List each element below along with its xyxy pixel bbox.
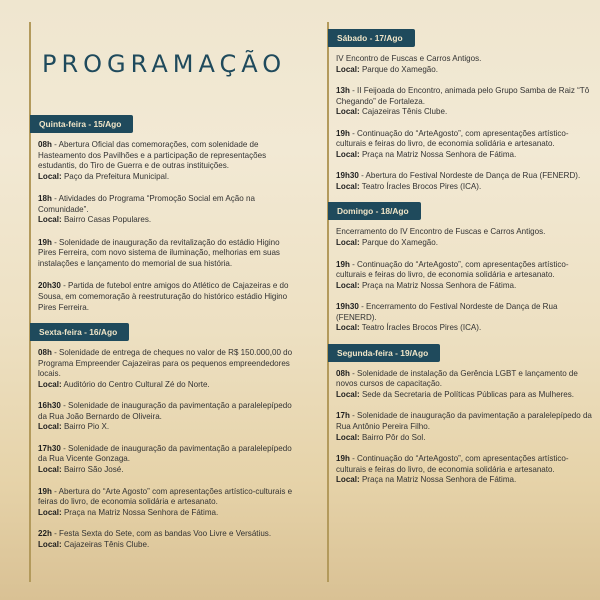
location-label: Local: <box>336 475 360 485</box>
event-item <box>38 238 294 270</box>
event-description: - Solenidade de inauguração da pavimentação a paralelepípedo da Rua João Bernardo de Oliveira. <box>38 401 292 421</box>
event-location: Auditório do Centro Cultural Zé do Norte. <box>61 379 210 389</box>
event-list <box>328 54 596 192</box>
event-time: 13h <box>336 86 350 96</box>
event-time: 08h <box>38 348 52 358</box>
event-item <box>38 140 294 182</box>
event-description: - Continuação do “ArteAgosto”, com apresentações artístico-culturais e feiras do livro, de economia solidária e artesanato. <box>336 259 569 280</box>
event-description: - II Feijoada do Encontro, animada pelo Grupo Samba de Raiz “Tô Chegando” de Fortaleza. <box>336 86 590 106</box>
event-item <box>336 86 592 118</box>
day-block <box>328 201 596 333</box>
location-label: Local: <box>38 507 62 517</box>
event-item <box>336 302 592 334</box>
event-item <box>336 369 592 401</box>
event-location: Praça na Matriz Nossa Senhora de Fátima. <box>359 475 517 485</box>
event-item <box>336 129 592 161</box>
event-item <box>336 411 592 443</box>
event-time: 19h30 <box>336 171 359 181</box>
event-item <box>38 444 294 476</box>
event-item <box>336 227 592 248</box>
event-item <box>336 260 592 292</box>
event-location: Praça na Matriz Nossa Senhora de Fátima. <box>359 280 517 290</box>
event-description: - Festa Sexta do Sete, com as bandas Voo Livre e Versátius. <box>51 529 272 539</box>
event-time: 20h30 <box>38 281 61 291</box>
event-location: Paço da Prefeitura Municipal. <box>61 171 170 181</box>
event-list <box>30 348 298 550</box>
event-item <box>38 348 294 390</box>
day-badge: Sábado - 17/Ago <box>328 29 415 47</box>
event-list <box>328 227 596 333</box>
event-location: Bairro Pôr do Sol. <box>359 432 426 442</box>
page-title: PROGRAMAÇÃO <box>42 50 287 78</box>
day-badge: Segunda-feira - 19/Ago <box>328 344 440 362</box>
event-item <box>38 487 294 519</box>
location-label: Local: <box>336 238 360 248</box>
location-label: Local: <box>38 171 62 181</box>
event-time: 19h <box>336 128 350 138</box>
event-time: 08h <box>38 140 52 149</box>
event-description: - Abertura do Festival Nordeste de Dança de Rua (FENERD). <box>358 171 581 181</box>
event-description: - Continuação do “ArteAgosto”, com apresentações artístico-culturais e feiras do livro, de economia solidária e artesanato. <box>336 454 569 474</box>
event-location: Cajazeiras Tênis Clube. <box>359 107 448 117</box>
event-time: 18h <box>38 194 52 204</box>
event-list <box>30 140 298 313</box>
event-description: - Encerramento do Festival Nordeste de Dança de Rua (FENERD). <box>336 302 558 322</box>
event-location: Praça na Matriz Nossa Senhora de Fátima. <box>359 149 517 159</box>
event-item <box>38 529 294 550</box>
location-label: Local: <box>336 64 360 74</box>
location-label: Local: <box>38 422 62 432</box>
event-location: Bairro São José. <box>61 465 124 475</box>
event-item <box>38 281 294 313</box>
event-item <box>336 454 592 486</box>
event-time: 19h <box>38 486 52 496</box>
location-label: Local: <box>336 389 360 399</box>
event-time: 16h30 <box>38 401 61 411</box>
event-location: Cajazeiras Tênis Clube. <box>61 539 150 549</box>
event-time: 19h30 <box>336 302 359 312</box>
day-block <box>30 322 298 550</box>
location-label: Local: <box>336 432 360 442</box>
event-list <box>328 369 596 486</box>
event-description: - Solenidade de instalação da Gerência LGBT e lançamento de novos cursos de capacitação. <box>336 368 578 389</box>
location-label: Local: <box>38 539 62 549</box>
event-location: Praça na Matriz Nossa Senhora de Fátima. <box>61 507 219 517</box>
event-time: 19h <box>336 454 350 464</box>
location-label: Local: <box>38 215 62 225</box>
event-time: 22h <box>38 529 52 539</box>
event-description: - Abertura Oficial das comemorações, com solenidade de Hasteamento dos Pavilhões e a participação de representações estudantis, do Tiro de Guerra e de outras instituições. <box>38 140 267 171</box>
day-badge: Sexta-feira - 16/Ago <box>30 323 129 341</box>
location-label: Local: <box>336 323 360 333</box>
event-time: 19h <box>38 237 52 247</box>
event-description: Encerramento do IV Encontro de Fuscas e Carros Antigos. <box>336 227 546 237</box>
event-location: Teatro Íracles Brocos Pires (ICA). <box>359 323 482 333</box>
day-block <box>328 343 596 486</box>
event-description: IV Encontro de Fuscas e Carros Antigos. <box>336 54 482 63</box>
event-time: 17h30 <box>38 443 61 453</box>
event-description: - Solenidade de inauguração da pavimentação a paralelepípedo da Rua Vicente Gonzaga. <box>38 443 292 464</box>
event-item <box>336 171 592 192</box>
event-location: Bairro Pio X. <box>61 422 110 432</box>
day-badge: Quinta-feira - 15/Ago <box>30 115 133 133</box>
location-label: Local: <box>336 107 360 117</box>
location-label: Local: <box>336 280 360 290</box>
event-description: - Solenidade de inauguração da pavimentação a paralelepípedo da Rua Antônio Pereira Filho. <box>336 411 592 432</box>
event-item <box>38 401 294 433</box>
event-time: 08h <box>336 368 350 378</box>
right-column <box>328 28 596 495</box>
location-label: Local: <box>336 181 360 191</box>
event-location: Bairro Casas Populares. <box>61 215 152 225</box>
event-item <box>38 194 294 226</box>
event-description: - Solenidade de entrega de cheques no valor de R$ 150.000,00 do Programa Empreender Cajazeiras para os pequenos empreendedores locais. <box>38 348 293 379</box>
event-location: Sede da Secretaria de Políticas Públicas para as Mulheres. <box>359 389 574 399</box>
left-column <box>30 114 298 559</box>
day-block <box>328 28 596 192</box>
day-badge: Domingo - 18/Ago <box>328 202 421 220</box>
event-location: Parque do Xamegão. <box>359 238 438 248</box>
location-label: Local: <box>336 149 360 159</box>
event-time: 17h <box>336 411 350 421</box>
event-time: 19h <box>336 259 350 269</box>
day-block <box>30 114 298 313</box>
location-label: Local: <box>38 379 62 389</box>
event-location: Parque do Xamegão. <box>359 64 438 74</box>
event-description: - Solenidade de inauguração da revitalização do estádio Higino Pires Ferreira, com novo sistema de iluminação, melhorias em suas instalações e lançamento do memorial de sua história. <box>38 237 280 268</box>
event-description: - Atividades do Programa “Promoção Social em Ação na Comunidade”. <box>38 194 255 214</box>
event-description: - Abertura do “Arte Agosto” com apresentações artístico-culturais e feiras do livro, de economia solidária e artesanato. <box>38 486 293 507</box>
event-location: Teatro Íracles Brocos Pires (ICA). <box>359 181 482 191</box>
event-description: - Continuação do “ArteAgosto”, com apresentações artístico-culturais e feiras do livro, de economia solidária e artesanato. <box>336 128 569 149</box>
event-item <box>336 54 592 75</box>
location-label: Local: <box>38 465 62 475</box>
event-description: - Partida de futebol entre amigos do Atlético de Cajazeiras e do Sousa, em comemoração à reestruturação do histórico estádio Higino Pires Ferreira. <box>38 281 289 312</box>
